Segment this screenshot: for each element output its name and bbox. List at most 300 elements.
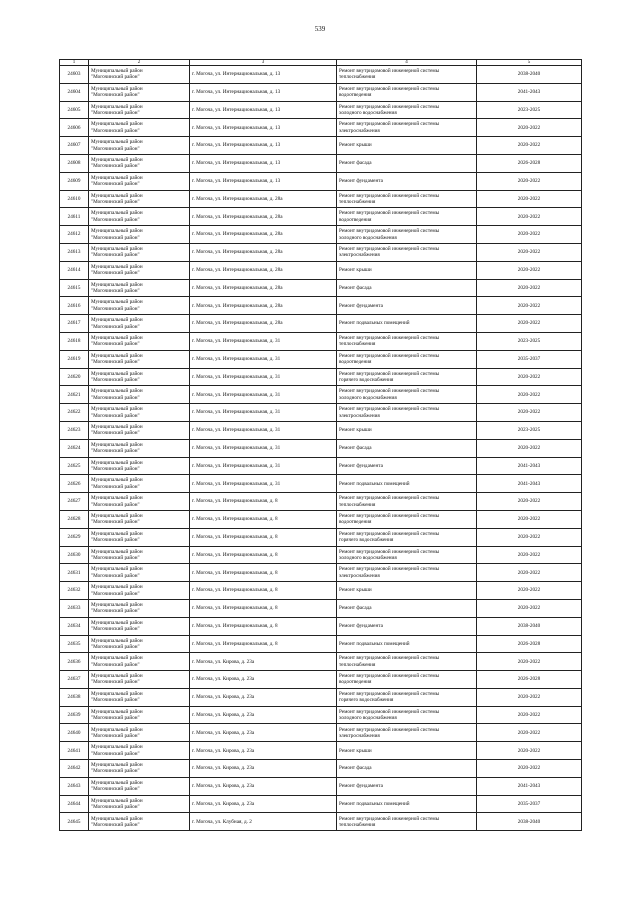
municipality-line: "Могочинский район" bbox=[91, 127, 140, 134]
work-type-cell bbox=[337, 386, 477, 404]
work-type-line: водоотведения bbox=[339, 679, 372, 686]
work-type-cell bbox=[337, 475, 477, 493]
municipality-cell bbox=[89, 226, 190, 244]
table-row bbox=[60, 475, 582, 493]
municipality-cell bbox=[89, 243, 190, 261]
work-type-cell bbox=[337, 457, 477, 475]
record-number-cell: 24607 bbox=[60, 137, 89, 155]
municipality-line: "Могочинский район" bbox=[91, 305, 140, 312]
work-type-line: горячего водоснабжения bbox=[339, 697, 394, 704]
municipality-cell bbox=[89, 154, 190, 172]
address-cell: г. Могоча, ул. Интернациональная, д. 8 bbox=[190, 635, 337, 653]
municipality-cell bbox=[89, 297, 190, 315]
work-type-cell bbox=[337, 119, 477, 137]
record-number-cell: 24642 bbox=[60, 760, 89, 778]
record-number-cell: 24612 bbox=[60, 226, 89, 244]
work-type-cell bbox=[337, 582, 477, 600]
work-type-cell bbox=[337, 724, 477, 742]
work-type-cell bbox=[337, 564, 477, 582]
municipality-line: Муниципальный район bbox=[91, 459, 143, 466]
municipality-cell bbox=[89, 386, 190, 404]
municipality-line: "Могочинский район" bbox=[91, 145, 140, 152]
record-number-cell: 24622 bbox=[60, 404, 89, 422]
municipality-line: "Могочинский район" bbox=[91, 804, 140, 811]
work-type-line: Ремонт фундамента bbox=[339, 462, 383, 469]
municipality-cell bbox=[89, 528, 190, 546]
work-type-line: холодного водоснабжения bbox=[339, 394, 397, 401]
record-number-cell: 24645 bbox=[60, 813, 89, 831]
address-cell: г. Могоча, ул. Кирова, д. 23а bbox=[190, 671, 337, 689]
municipality-line: Муниципальный район bbox=[91, 406, 143, 413]
municipality-line: Муниципальный район bbox=[91, 655, 143, 662]
work-type-cell bbox=[337, 297, 477, 315]
record-number-cell: 24618 bbox=[60, 332, 89, 350]
municipality-line: "Могочинский район" bbox=[91, 92, 140, 99]
record-number-cell: 24611 bbox=[60, 208, 89, 226]
work-type-line: Ремонт фасада bbox=[339, 160, 372, 167]
table-row bbox=[60, 688, 582, 706]
address-cell: г. Могоча, ул. Интернациональная, д. 8 bbox=[190, 493, 337, 511]
work-type-line: холодного водоснабжения bbox=[339, 234, 397, 241]
address-cell: г. Могоча, ул. Кирова, д. 23а bbox=[190, 688, 337, 706]
period-cell: 2041-2043 bbox=[477, 83, 582, 101]
work-type-line: Ремонт внутридомовой инженерной системы bbox=[339, 121, 440, 128]
work-type-cell bbox=[337, 404, 477, 422]
work-type-line: электроснабжения bbox=[339, 252, 380, 259]
municipality-line: "Могочинский район" bbox=[91, 519, 140, 526]
work-type-line: Ремонт подвальных помещений bbox=[339, 640, 410, 647]
municipality-line: Муниципальный район bbox=[91, 335, 143, 342]
record-number-cell: 24623 bbox=[60, 421, 89, 439]
work-type-line: Ремонт фасада bbox=[339, 444, 372, 451]
municipality-line: "Могочинский район" bbox=[91, 465, 140, 472]
work-type-cell bbox=[337, 546, 477, 564]
work-type-line: водоотведения bbox=[339, 216, 372, 223]
municipality-line: Муниципальный район bbox=[91, 103, 143, 110]
table-row bbox=[60, 777, 582, 795]
table-row bbox=[60, 66, 582, 84]
table-row bbox=[60, 332, 582, 350]
municipality-line: Муниципальный район bbox=[91, 584, 143, 591]
municipality-line: Муниципальный район bbox=[91, 762, 143, 769]
municipality-line: Муниципальный район bbox=[91, 299, 143, 306]
municipality-cell bbox=[89, 475, 190, 493]
municipality-line: Муниципальный район bbox=[91, 477, 143, 484]
address-cell: г. Могоча, ул. Интернациональная, д. 13 bbox=[190, 83, 337, 101]
record-number-cell: 24621 bbox=[60, 386, 89, 404]
work-type-line: Ремонт подвальных помещений bbox=[339, 320, 410, 327]
address-cell: г. Могоча, ул. Интернациональная, д. 31 bbox=[190, 421, 337, 439]
work-type-line: теплоснабжения bbox=[339, 74, 376, 81]
address-cell: г. Могоча, ул. Кирова, д. 23а bbox=[190, 706, 337, 724]
municipality-line: Муниципальный район bbox=[91, 246, 143, 253]
table-row bbox=[60, 724, 582, 742]
work-type-cell bbox=[337, 795, 477, 813]
municipality-line: "Могочинский район" bbox=[91, 483, 140, 490]
municipality-line: "Могочинский район" bbox=[91, 732, 140, 739]
period-cell: 2020-2022 bbox=[477, 315, 582, 333]
table-row bbox=[60, 137, 582, 155]
period-cell: 2020-2022 bbox=[477, 404, 582, 422]
municipality-cell bbox=[89, 742, 190, 760]
municipality-cell bbox=[89, 760, 190, 778]
record-number-cell: 24627 bbox=[60, 493, 89, 511]
period-cell: 2020-2022 bbox=[477, 510, 582, 528]
municipality-line: "Могочинский район" bbox=[91, 359, 140, 366]
work-type-line: Ремонт внутридомовой инженерной системы bbox=[339, 815, 440, 822]
work-type-cell bbox=[337, 599, 477, 617]
municipality-line: Муниципальный район bbox=[91, 797, 143, 804]
period-cell: 2020-2022 bbox=[477, 493, 582, 511]
record-number-cell: 24604 bbox=[60, 83, 89, 101]
municipality-line: Муниципальный район bbox=[91, 121, 143, 128]
municipality-cell bbox=[89, 724, 190, 742]
municipality-cell bbox=[89, 421, 190, 439]
address-cell: г. Могоча, ул. Интернациональная, д. 13 bbox=[190, 119, 337, 137]
municipality-line: Муниципальный район bbox=[91, 513, 143, 520]
record-number-cell: 24605 bbox=[60, 101, 89, 119]
address-cell: г. Могоча, ул. Кирова, д. 23а bbox=[190, 777, 337, 795]
work-type-cell bbox=[337, 688, 477, 706]
period-cell: 2020-2022 bbox=[477, 386, 582, 404]
record-number-cell: 24614 bbox=[60, 261, 89, 279]
record-number-cell: 24629 bbox=[60, 528, 89, 546]
municipality-line: Муниципальный район bbox=[91, 370, 143, 377]
municipality-line: Муниципальный район bbox=[91, 157, 143, 164]
municipality-line: Муниципальный район bbox=[91, 602, 143, 608]
period-cell: 2023-2025 bbox=[477, 332, 582, 350]
capital-repair-table bbox=[59, 59, 582, 831]
record-number-cell: 24603 bbox=[60, 66, 89, 84]
municipality-line: Муниципальный район bbox=[91, 228, 143, 235]
work-type-cell bbox=[337, 83, 477, 101]
work-type-line: Ремонт внутридомовой инженерной системы bbox=[339, 566, 440, 573]
table-row bbox=[60, 742, 582, 760]
work-type-line: Ремонт внутридомовой инженерной системы bbox=[339, 103, 440, 110]
municipality-line: "Могочинский район" bbox=[91, 537, 140, 544]
work-type-cell bbox=[337, 493, 477, 511]
period-cell: 2020-2022 bbox=[477, 439, 582, 457]
table-row bbox=[60, 119, 582, 137]
municipality-line: "Могочинский район" bbox=[91, 394, 140, 401]
table-row bbox=[60, 813, 582, 831]
work-type-cell bbox=[337, 617, 477, 635]
record-number-cell: 24635 bbox=[60, 635, 89, 653]
municipality-cell bbox=[89, 777, 190, 795]
municipality-cell bbox=[89, 101, 190, 119]
work-type-line: теплоснабжения bbox=[339, 501, 376, 508]
period-cell: 2020-2022 bbox=[477, 742, 582, 760]
work-type-line: Ремонт подвальных помещений bbox=[339, 800, 410, 807]
address-cell: г. Могоча, ул. Кирова, д. 23а bbox=[190, 724, 337, 742]
work-type-line: Ремонт крыши bbox=[339, 142, 372, 149]
municipality-cell bbox=[89, 172, 190, 190]
municipality-cell bbox=[89, 439, 190, 457]
period-cell: 2020-2022 bbox=[477, 208, 582, 226]
municipality-cell bbox=[89, 279, 190, 297]
municipality-line: Муниципальный район bbox=[91, 673, 143, 680]
municipality-line: "Могочинский район" bbox=[91, 821, 140, 828]
work-type-cell bbox=[337, 635, 477, 653]
record-number-cell: 24630 bbox=[60, 546, 89, 564]
work-type-cell bbox=[337, 760, 477, 778]
municipality-line: Муниципальный район bbox=[91, 85, 143, 92]
municipality-line: Муниципальный район bbox=[91, 815, 143, 822]
work-type-cell bbox=[337, 315, 477, 333]
record-number-cell: 24616 bbox=[60, 297, 89, 315]
table-row bbox=[60, 243, 582, 261]
table-row bbox=[60, 101, 582, 119]
period-cell: 2038-2040 bbox=[477, 617, 582, 635]
period-cell: 2035-2037 bbox=[477, 795, 582, 813]
record-number-cell: 24609 bbox=[60, 172, 89, 190]
municipality-cell bbox=[89, 671, 190, 689]
work-type-line: Ремонт фасада bbox=[339, 765, 372, 772]
period-cell: 2020-2022 bbox=[477, 137, 582, 155]
work-type-line: Ремонт внутридомовой инженерной системы bbox=[339, 352, 440, 359]
municipality-line: "Могочинский район" bbox=[91, 750, 140, 757]
record-number-cell: 24631 bbox=[60, 564, 89, 582]
work-type-cell bbox=[337, 653, 477, 671]
address-cell: г. Могоча, ул. Интернациональная, д. 13 bbox=[190, 137, 337, 155]
municipality-cell bbox=[89, 688, 190, 706]
address-cell: г. Могоча, ул. Интернациональная, д. 28а bbox=[190, 261, 337, 279]
work-type-line: электроснабжения bbox=[339, 732, 380, 739]
work-type-cell bbox=[337, 137, 477, 155]
address-cell: г. Могоча, ул. Кирова, д. 23а bbox=[190, 653, 337, 671]
municipality-cell bbox=[89, 546, 190, 564]
municipality-line: Муниципальный район bbox=[91, 619, 143, 626]
municipality-cell bbox=[89, 350, 190, 368]
address-cell: г. Могоча, ул. Интернациональная, д. 31 bbox=[190, 386, 337, 404]
table-row bbox=[60, 404, 582, 422]
municipality-cell bbox=[89, 368, 190, 386]
page-number: 539 bbox=[314, 25, 326, 33]
period-cell: 2020-2022 bbox=[477, 599, 582, 617]
work-type-line: Ремонт внутридомовой инженерной системы bbox=[339, 708, 440, 715]
address-cell: г. Могоча, ул. Интернациональная, д. 13 bbox=[190, 154, 337, 172]
municipality-cell bbox=[89, 813, 190, 831]
work-type-cell bbox=[337, 510, 477, 528]
period-cell: 2041-2043 bbox=[477, 475, 582, 493]
municipality-line: Муниципальный район bbox=[91, 566, 143, 573]
municipality-line: Муниципальный район bbox=[91, 352, 143, 359]
table-row bbox=[60, 421, 582, 439]
table-row bbox=[60, 599, 582, 617]
period-cell: 2020-2022 bbox=[477, 261, 582, 279]
table-row bbox=[60, 795, 582, 813]
work-type-line: Ремонт фундамента bbox=[339, 622, 383, 629]
record-number-cell: 24608 bbox=[60, 154, 89, 172]
period-cell: 2020-2022 bbox=[477, 172, 582, 190]
work-type-line: Ремонт внутридомовой инженерной системы bbox=[339, 513, 440, 520]
work-type-cell bbox=[337, 243, 477, 261]
table-row bbox=[60, 564, 582, 582]
table-row bbox=[60, 493, 582, 511]
address-cell: г. Могоча, ул. Интернациональная, д. 13 bbox=[190, 172, 337, 190]
municipality-line: Муниципальный район bbox=[91, 726, 143, 733]
column-header: 3 bbox=[190, 60, 337, 66]
work-type-line: водоотведения bbox=[339, 519, 372, 526]
address-cell: г. Могоча, ул. Интернациональная, д. 28а bbox=[190, 243, 337, 261]
column-header: 1 bbox=[60, 60, 89, 66]
period-cell: 2023-2025 bbox=[477, 421, 582, 439]
work-type-cell bbox=[337, 528, 477, 546]
work-type-line: теплоснабжения bbox=[339, 341, 376, 348]
period-cell: 2020-2022 bbox=[477, 243, 582, 261]
period-cell: 2041-2043 bbox=[477, 457, 582, 475]
table-row bbox=[60, 315, 582, 333]
table-row bbox=[60, 368, 582, 386]
municipality-line: "Могочинский район" bbox=[91, 626, 140, 633]
municipality-line: "Могочинский район" bbox=[91, 270, 140, 277]
period-cell: 2038-2040 bbox=[477, 66, 582, 84]
municipality-line: "Могочинский район" bbox=[91, 234, 140, 241]
municipality-line: "Могочинский район" bbox=[91, 216, 140, 223]
table-row bbox=[60, 510, 582, 528]
work-type-cell bbox=[337, 813, 477, 831]
address-cell: г. Могоча, ул. Интернациональная, д. 28а bbox=[190, 190, 337, 208]
table-row bbox=[60, 279, 582, 297]
work-type-line: Ремонт внутридомовой инженерной системы bbox=[339, 192, 440, 199]
record-number-cell: 24640 bbox=[60, 724, 89, 742]
table-row bbox=[60, 226, 582, 244]
address-cell: г. Могоча, ул. Интернациональная, д. 31 bbox=[190, 457, 337, 475]
work-type-line: Ремонт фундамента bbox=[339, 783, 383, 790]
municipality-cell bbox=[89, 653, 190, 671]
municipality-line: "Могочинский район" bbox=[91, 430, 140, 437]
record-number-cell: 24644 bbox=[60, 795, 89, 813]
municipality-line: "Могочинский район" bbox=[91, 181, 140, 188]
table-row bbox=[60, 190, 582, 208]
address-cell: г. Могоча, ул. Интернациональная, д. 31 bbox=[190, 368, 337, 386]
address-cell: г. Могоча, ул. Интернациональная, д. 8 bbox=[190, 528, 337, 546]
column-header: 2 bbox=[89, 60, 190, 66]
address-cell: г. Могоча, ул. Интернациональная, д. 8 bbox=[190, 599, 337, 617]
work-type-line: горячего водоснабжения bbox=[339, 376, 394, 383]
table-row bbox=[60, 172, 582, 190]
work-type-line: холодного водоснабжения bbox=[339, 554, 397, 561]
column-header: 5 bbox=[477, 60, 582, 66]
municipality-line: "Могочинский район" bbox=[91, 109, 140, 116]
table-row bbox=[60, 154, 582, 172]
work-type-line: водоотведения bbox=[339, 92, 372, 99]
municipality-line: "Могочинский район" bbox=[91, 252, 140, 259]
record-number-cell: 24637 bbox=[60, 671, 89, 689]
work-type-line: электроснабжения bbox=[339, 412, 380, 419]
work-type-line: Ремонт крыши bbox=[339, 587, 372, 594]
municipality-cell bbox=[89, 510, 190, 528]
record-number-cell: 24624 bbox=[60, 439, 89, 457]
municipality-cell bbox=[89, 795, 190, 813]
period-cell: 2026-2028 bbox=[477, 154, 582, 172]
period-cell: 2020-2022 bbox=[477, 368, 582, 386]
work-type-line: Ремонт внутридомовой инженерной системы bbox=[339, 210, 440, 217]
period-cell: 2020-2022 bbox=[477, 546, 582, 564]
table-row bbox=[60, 439, 582, 457]
municipality-line: "Могочинский район" bbox=[91, 376, 140, 383]
municipality-line: Муниципальный район bbox=[91, 708, 143, 715]
work-type-cell bbox=[337, 101, 477, 119]
period-cell: 2020-2022 bbox=[477, 190, 582, 208]
municipality-line: Муниципальный район bbox=[91, 192, 143, 199]
municipality-line: "Могочинский район" bbox=[91, 323, 140, 330]
work-type-line: Ремонт внутридомовой инженерной системы bbox=[339, 388, 440, 395]
work-type-line: Ремонт внутридомовой инженерной системы bbox=[339, 655, 440, 662]
municipality-cell bbox=[89, 332, 190, 350]
municipality-line: Муниципальный район bbox=[91, 495, 143, 502]
municipality-cell bbox=[89, 635, 190, 653]
record-number-cell: 24641 bbox=[60, 742, 89, 760]
municipality-cell bbox=[89, 457, 190, 475]
municipality-line: Муниципальный район bbox=[91, 441, 143, 448]
work-type-cell bbox=[337, 66, 477, 84]
municipality-line: "Могочинский район" bbox=[91, 572, 140, 579]
address-cell: г. Могоча, ул. Интернациональная, д. 13 bbox=[190, 101, 337, 119]
period-cell: 2020-2022 bbox=[477, 279, 582, 297]
address-cell: г. Могоча, ул. Интернациональная, д. 28а bbox=[190, 279, 337, 297]
work-type-cell bbox=[337, 439, 477, 457]
table-row bbox=[60, 582, 582, 600]
work-type-cell bbox=[337, 777, 477, 795]
record-number-cell: 24617 bbox=[60, 315, 89, 333]
period-cell: 2020-2022 bbox=[477, 706, 582, 724]
municipality-line: Муниципальный район bbox=[91, 139, 143, 146]
address-cell: г. Могоча, ул. Кирова, д. 23а bbox=[190, 760, 337, 778]
municipality-cell bbox=[89, 617, 190, 635]
period-cell: 2023-2025 bbox=[477, 101, 582, 119]
municipality-line: Муниципальный район bbox=[91, 174, 143, 181]
address-cell: г. Могоча, ул. Интернациональная, д. 31 bbox=[190, 475, 337, 493]
address-cell: г. Могоча, ул. Интернациональная, д. 28а bbox=[190, 208, 337, 226]
record-number-cell: 24625 bbox=[60, 457, 89, 475]
period-cell: 2020-2022 bbox=[477, 528, 582, 546]
municipality-line: Муниципальный район bbox=[91, 210, 143, 217]
municipality-cell bbox=[89, 137, 190, 155]
table-row bbox=[60, 83, 582, 101]
work-type-line: Ремонт внутридомовой инженерной системы bbox=[339, 370, 440, 377]
work-type-line: Ремонт крыши bbox=[339, 267, 372, 274]
work-type-line: холодного водоснабжения bbox=[339, 715, 397, 722]
work-type-line: Ремонт внутридомовой инженерной системы bbox=[339, 246, 440, 253]
table-row bbox=[60, 528, 582, 546]
municipality-cell bbox=[89, 83, 190, 101]
record-number-cell: 24643 bbox=[60, 777, 89, 795]
municipality-line: "Могочинский район" bbox=[91, 198, 140, 205]
record-number-cell: 24610 bbox=[60, 190, 89, 208]
municipality-line: "Могочинский район" bbox=[91, 448, 140, 455]
municipality-line: "Могочинский район" bbox=[91, 786, 140, 793]
work-type-cell bbox=[337, 261, 477, 279]
table-row bbox=[60, 350, 582, 368]
municipality-cell bbox=[89, 564, 190, 582]
period-cell: 2038-2040 bbox=[477, 813, 582, 831]
work-type-cell bbox=[337, 154, 477, 172]
work-type-cell bbox=[337, 742, 477, 760]
record-number-cell: 24639 bbox=[60, 706, 89, 724]
municipality-cell bbox=[89, 190, 190, 208]
municipality-line: "Могочинский район" bbox=[91, 715, 140, 722]
municipality-cell bbox=[89, 119, 190, 137]
record-number-cell: 24634 bbox=[60, 617, 89, 635]
work-type-cell bbox=[337, 279, 477, 297]
work-type-cell bbox=[337, 190, 477, 208]
address-cell: г. Могоча, ул. Интернациональная, д. 8 bbox=[190, 617, 337, 635]
work-type-line: Ремонт фасада bbox=[339, 284, 372, 291]
table-row bbox=[60, 635, 582, 653]
period-cell: 2026-2028 bbox=[477, 635, 582, 653]
municipality-line: "Могочинский район" bbox=[91, 412, 140, 419]
